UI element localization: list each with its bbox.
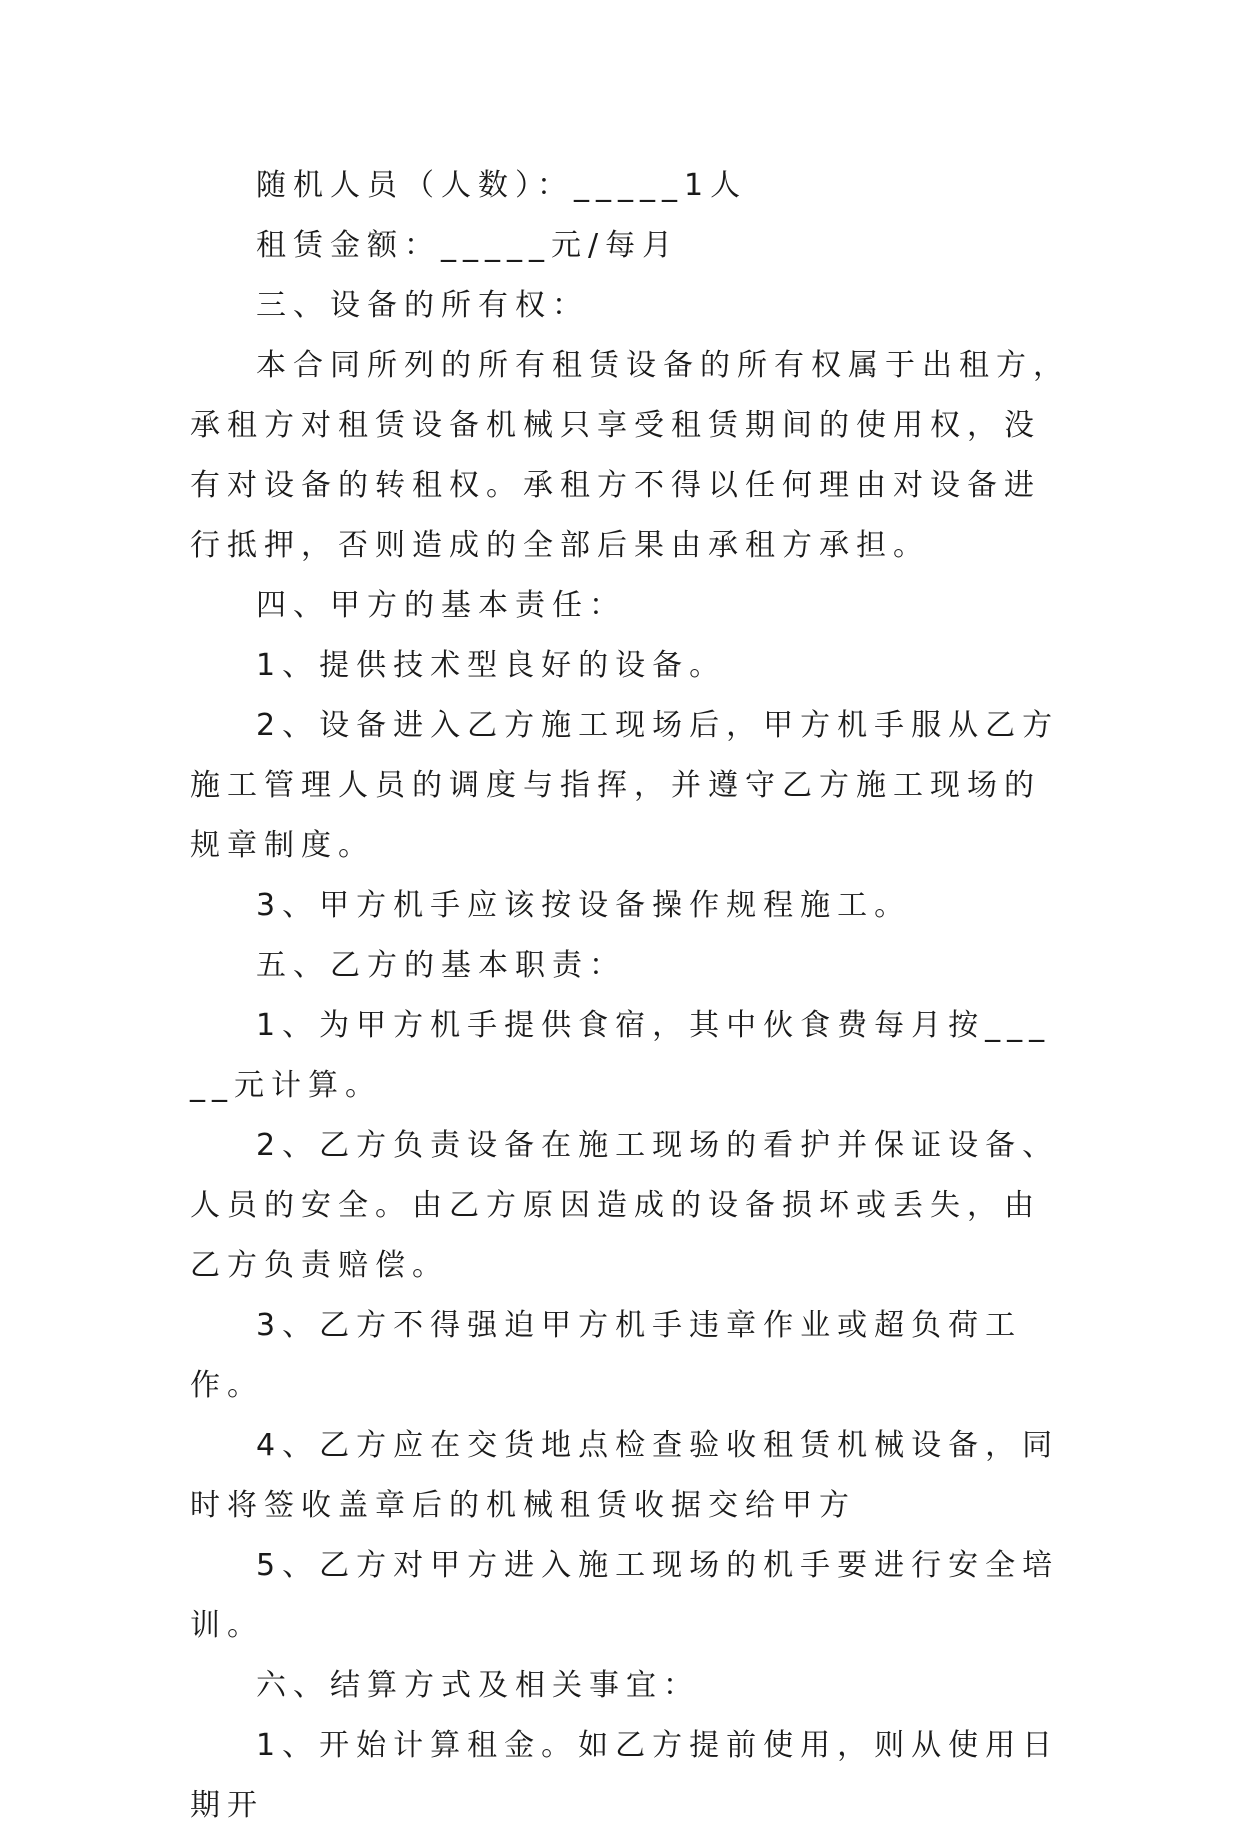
paragraph-party-b-3: 3、乙方不得强迫甲方机手违章作业或超负荷工作。 xyxy=(190,1308,1023,1403)
section-heading-party-b: 五、乙方的基本职责： xyxy=(256,948,626,983)
paragraph-party-a-1: 1、提供技术型良好的设备。 xyxy=(256,648,727,683)
section-heading-ownership: 三、设备的所有权： xyxy=(256,288,589,323)
section-heading-settlement: 六、结算方式及相关事宜： xyxy=(256,1668,700,1703)
paragraph-ownership: 本合同所列的所有租赁设备的所有权属于出租方，承租方对租赁设备机械只享受租赁期间的使用权，没有对设备的转租权。承租方不得以任何理由对设备进行抵押，否则造成的全部后果由承租方承担。 xyxy=(190,348,1070,563)
section-heading-party-a: 四、甲方的基本责任： xyxy=(256,588,626,623)
paragraph-party-b-1: 1、为甲方机手提供食宿，其中伙食费每月按_____元计算。 xyxy=(190,1008,1052,1103)
paragraph-rental-amount: 租赁金额：_____元/每月 xyxy=(256,228,680,263)
paragraph-party-b-4: 4、乙方应在交货地点检查验收租赁机械设备，同时将签收盖章后的机械租赁收据交给甲方 xyxy=(190,1428,1060,1523)
paragraph-party-a-3: 3、甲方机手应该按设备操作规程施工。 xyxy=(256,888,912,923)
paragraph-party-b-5: 5、乙方对甲方进入施工现场的机手要进行安全培训。 xyxy=(190,1548,1060,1643)
document-body xyxy=(190,156,1070,1836)
paragraph-settlement-1: 1、开始计算租金。如乙方提前使用，则从使用日期开 xyxy=(190,1728,1060,1823)
paragraph-party-b-2: 2、乙方负责设备在施工现场的看护并保证设备、人员的安全。由乙方原因造成的设备损坏或丢失，由乙方负责赔偿。 xyxy=(190,1128,1060,1283)
paragraph-party-a-2: 2、设备进入乙方施工现场后，甲方机手服从乙方施工管理人员的调度与指挥，并遵守乙方施工现场的规章制度。 xyxy=(190,708,1060,863)
paragraph-personnel-count: 随机人员（人数）：_____1人 xyxy=(256,168,748,203)
